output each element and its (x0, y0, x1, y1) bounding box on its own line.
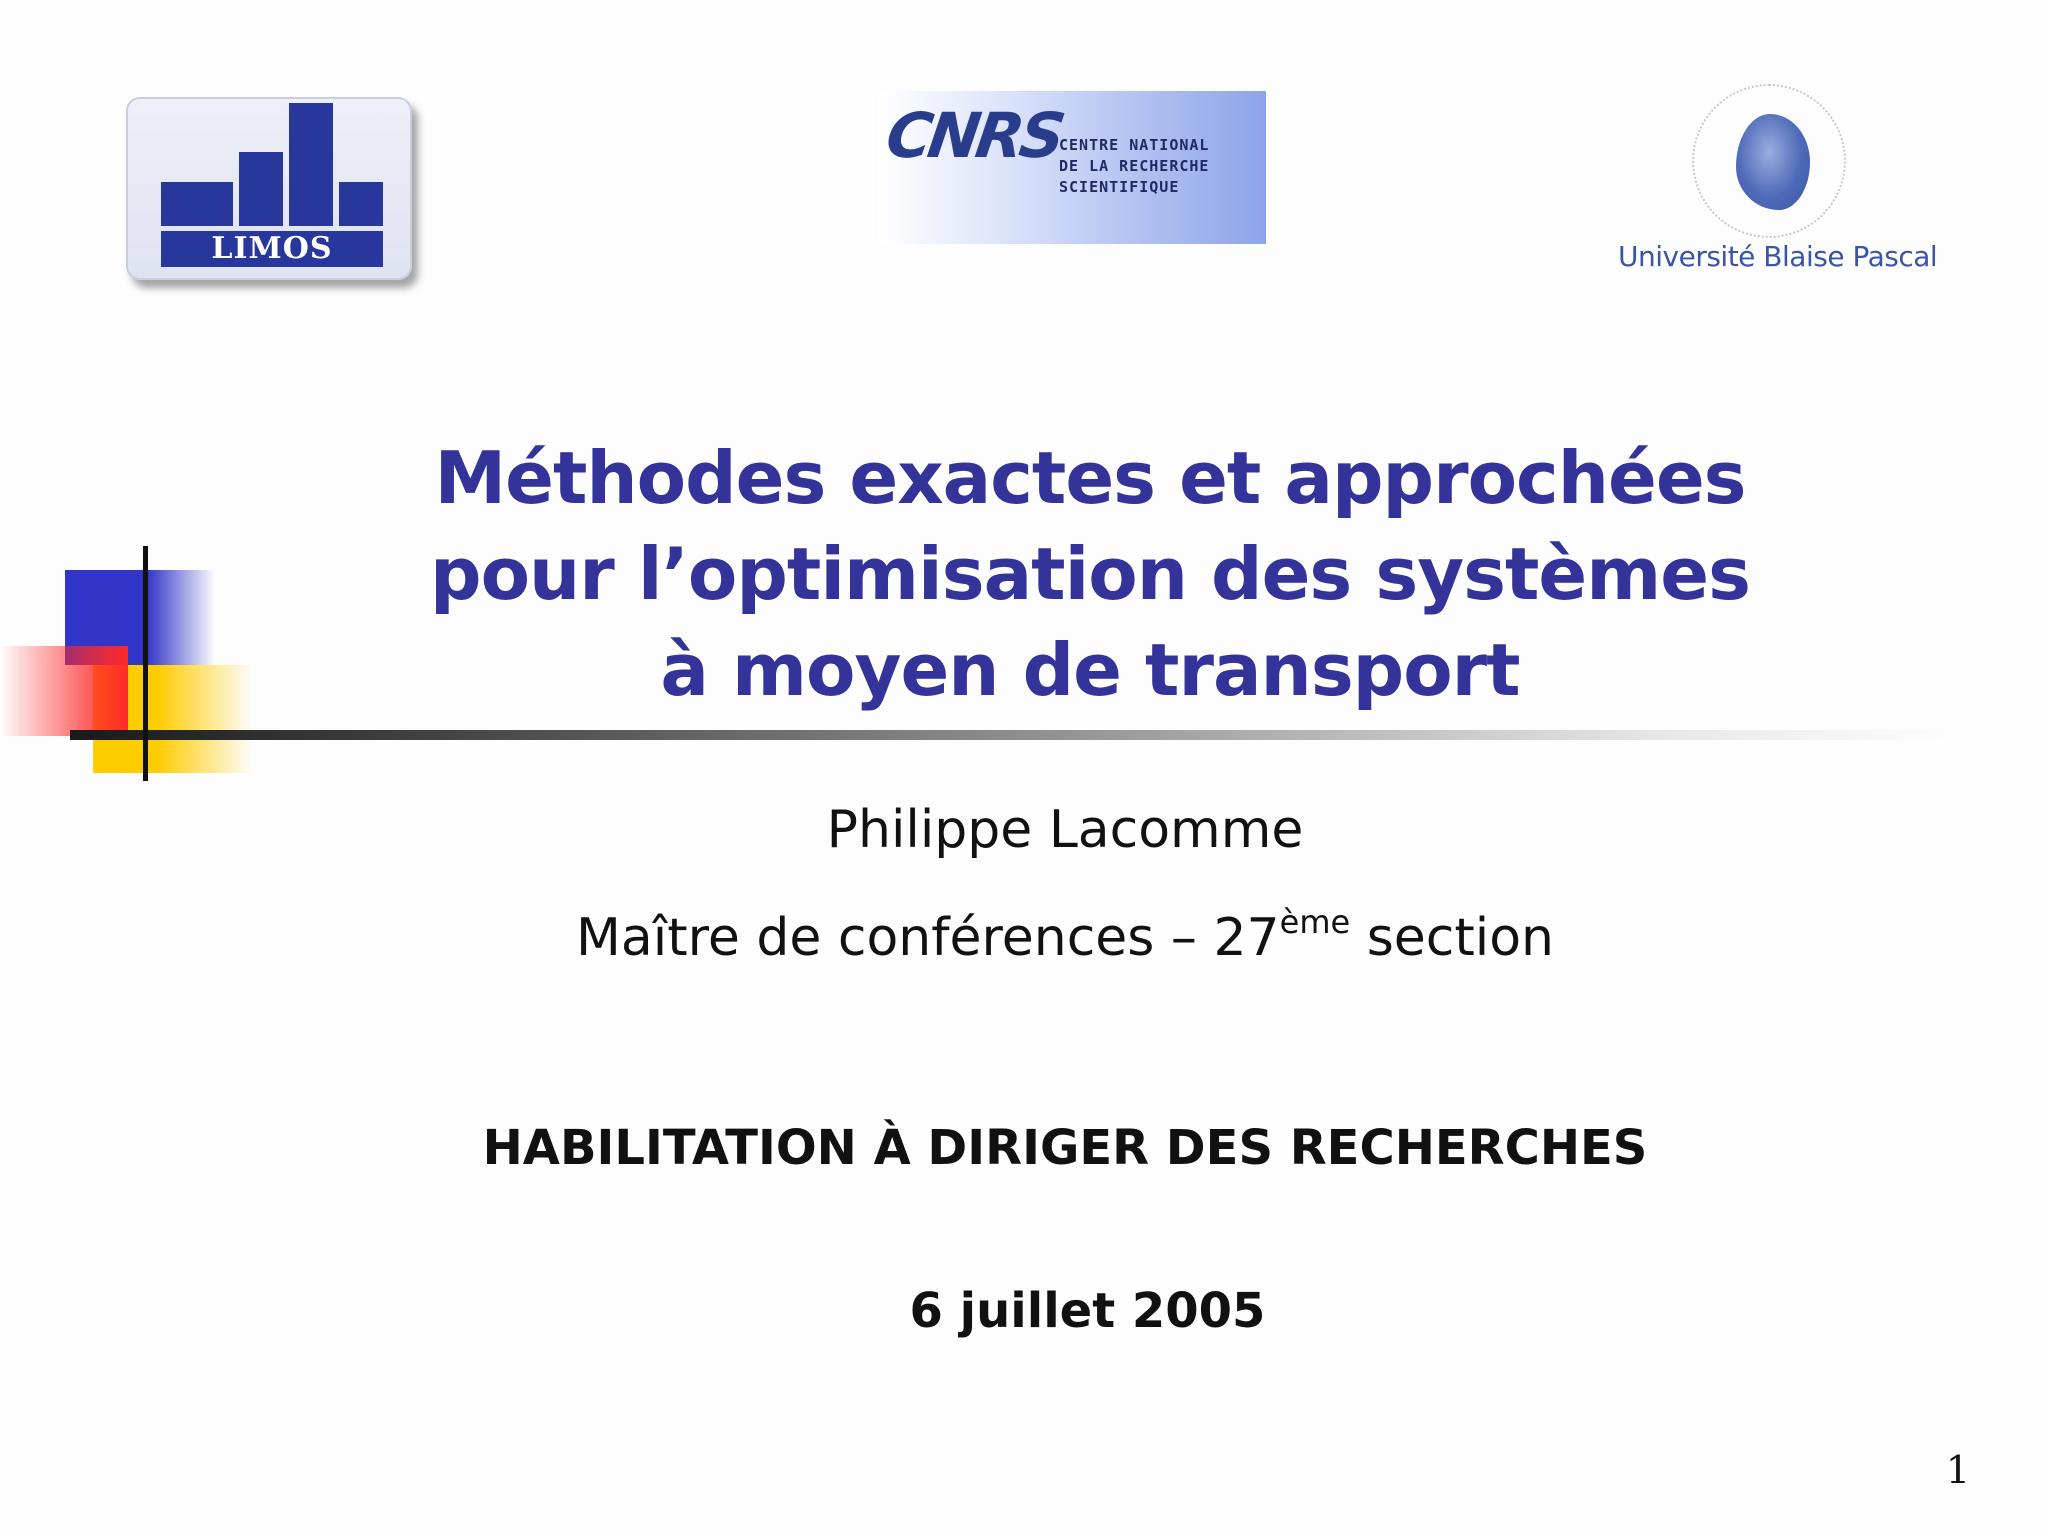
limos-logo (126, 97, 412, 280)
slide-title (300, 430, 1880, 718)
cnrs-logo-line-1: CENTRE NATIONAL (1059, 136, 1210, 154)
deco-vertical-rule (143, 546, 148, 781)
cnrs-logo-line-3: SCIENTIFIQUE (1059, 178, 1180, 196)
cnrs-logo-text (1059, 135, 1209, 198)
slide-title-line-2: pour l’optimisation des systèmes (430, 532, 1750, 616)
position-suffix: section (1350, 908, 1554, 968)
position-superscript: ème (1279, 903, 1351, 941)
limos-bar-short (161, 182, 233, 226)
pascal-portrait-icon (1736, 114, 1810, 210)
limos-bar-right (339, 182, 383, 226)
limos-bar-mid (239, 152, 283, 226)
slide-title-line-3: à moyen de transport (660, 628, 1520, 712)
deco-red-square (0, 646, 128, 736)
cnrs-logo (879, 91, 1266, 244)
defense-date: 6 juillet 2005 (909, 1283, 1266, 1339)
author-name: Philippe Lacomme (826, 800, 1304, 860)
cnrs-logo-line-2: DE LA RECHERCHE (1059, 157, 1210, 175)
position-prefix: Maître de conférences – 27 (576, 908, 1280, 968)
author-position (0, 903, 2048, 968)
page-number: 1 (1945, 1448, 1970, 1492)
ubp-logo-name: Université Blaise Pascal (1618, 240, 1938, 273)
cnrs-logo-mark: CNRS (881, 99, 1066, 172)
ubp-logo (1600, 70, 1960, 290)
slide-title-line-1: Méthodes exactes et approchées (434, 436, 1746, 520)
limos-logo-label: LIMOS (161, 231, 383, 267)
limos-bar-tall (289, 103, 333, 226)
habilitation-heading: HABILITATION À DIRIGER DES RECHERCHES (482, 1120, 1648, 1176)
deco-horizontal-rule (70, 730, 1950, 740)
